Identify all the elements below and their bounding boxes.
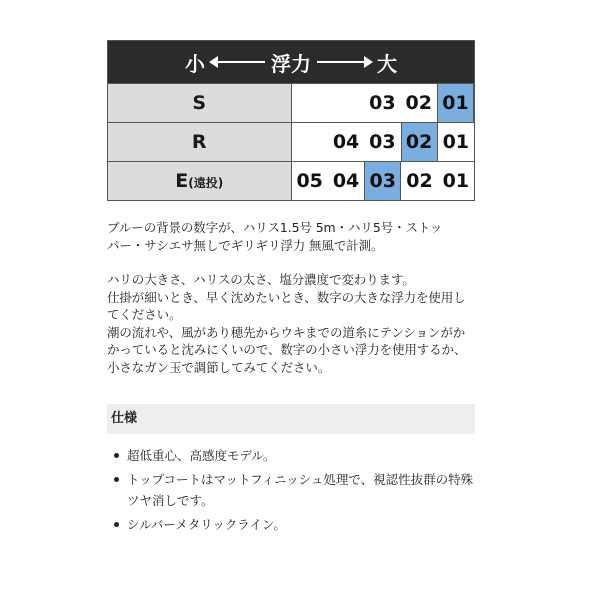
description-line	[107, 254, 482, 271]
value-cell: 01	[442, 131, 470, 153]
value-cell: 01	[442, 170, 470, 192]
spec-item: トップコートはマットフィニッシュ処理で、視認性抜群の特殊 ツヤ消しです。	[113, 469, 483, 511]
value-cell: 04	[332, 170, 360, 192]
header-buoyancy-label: 浮力	[271, 51, 311, 76]
row-values	[291, 162, 475, 201]
row-label	[108, 162, 292, 201]
value-cell: 02	[405, 92, 432, 114]
highlighted-value-cell: 03	[364, 162, 401, 200]
row-label-text: S	[192, 92, 207, 114]
arrow-right-icon	[317, 61, 371, 63]
description-line: ブルーの背景の数字が、ハリス1.5号 5m・ハリ5号・ストッ	[107, 220, 443, 235]
buoyancy-header	[108, 41, 475, 84]
value-cell: 05	[296, 170, 323, 192]
value-cell	[292, 84, 328, 122]
buoyancy-header-row	[108, 41, 475, 84]
arrow-left-icon	[211, 61, 265, 63]
spec-list	[113, 445, 483, 538]
value-cell	[328, 84, 364, 122]
value-cell	[292, 123, 328, 161]
description-text	[107, 219, 482, 376]
description-line: パー・サシエサ無しでギリギリ浮力 無風で計測。	[107, 237, 384, 253]
spec-section-title: 仕様	[107, 404, 475, 434]
row-label-text: E	[175, 170, 189, 192]
value-cell: 04	[332, 131, 360, 153]
spec-item: 超低重心、高感度モデル。	[113, 445, 483, 466]
value-cell: 02	[406, 170, 433, 192]
row-label-sub: (遠投)	[188, 176, 224, 190]
header-large-label: 大	[377, 51, 397, 76]
buoyancy-rows	[108, 84, 475, 201]
description-line: 仕掛が細いとき、早く沈めたいとき、数字の大きな浮力を使用し	[107, 289, 466, 305]
buoyancy-row	[108, 84, 475, 123]
description-line: かっていると沈みにくいので、数字の小さい浮力を使用するか、	[107, 342, 467, 357]
buoyancy-row	[108, 162, 475, 201]
row-values	[291, 123, 475, 162]
row-label	[108, 123, 292, 162]
description-line: 潮の流れや、風があり穂先からウキまでの道糸にテンションがか	[107, 324, 466, 340]
description-line: てください。	[107, 307, 182, 322]
header-small-label: 小	[185, 51, 205, 76]
highlighted-value-cell: 01	[437, 84, 474, 122]
row-label	[108, 84, 292, 123]
value-cell: 03	[369, 92, 396, 114]
row-label-text: R	[191, 131, 207, 153]
row-values	[291, 84, 475, 123]
description-line: 小さなガン玉で調節してみてください。	[107, 359, 331, 375]
description-line: ハリの大きさ、ハリスの太さ、塩分濃度で変わります。	[107, 272, 415, 287]
buoyancy-table	[107, 40, 475, 201]
spec-item: シルバーメタリックライン。	[113, 514, 483, 535]
value-cell: 03	[369, 131, 396, 153]
highlighted-value-cell: 02	[401, 123, 438, 161]
buoyancy-row	[108, 123, 475, 162]
